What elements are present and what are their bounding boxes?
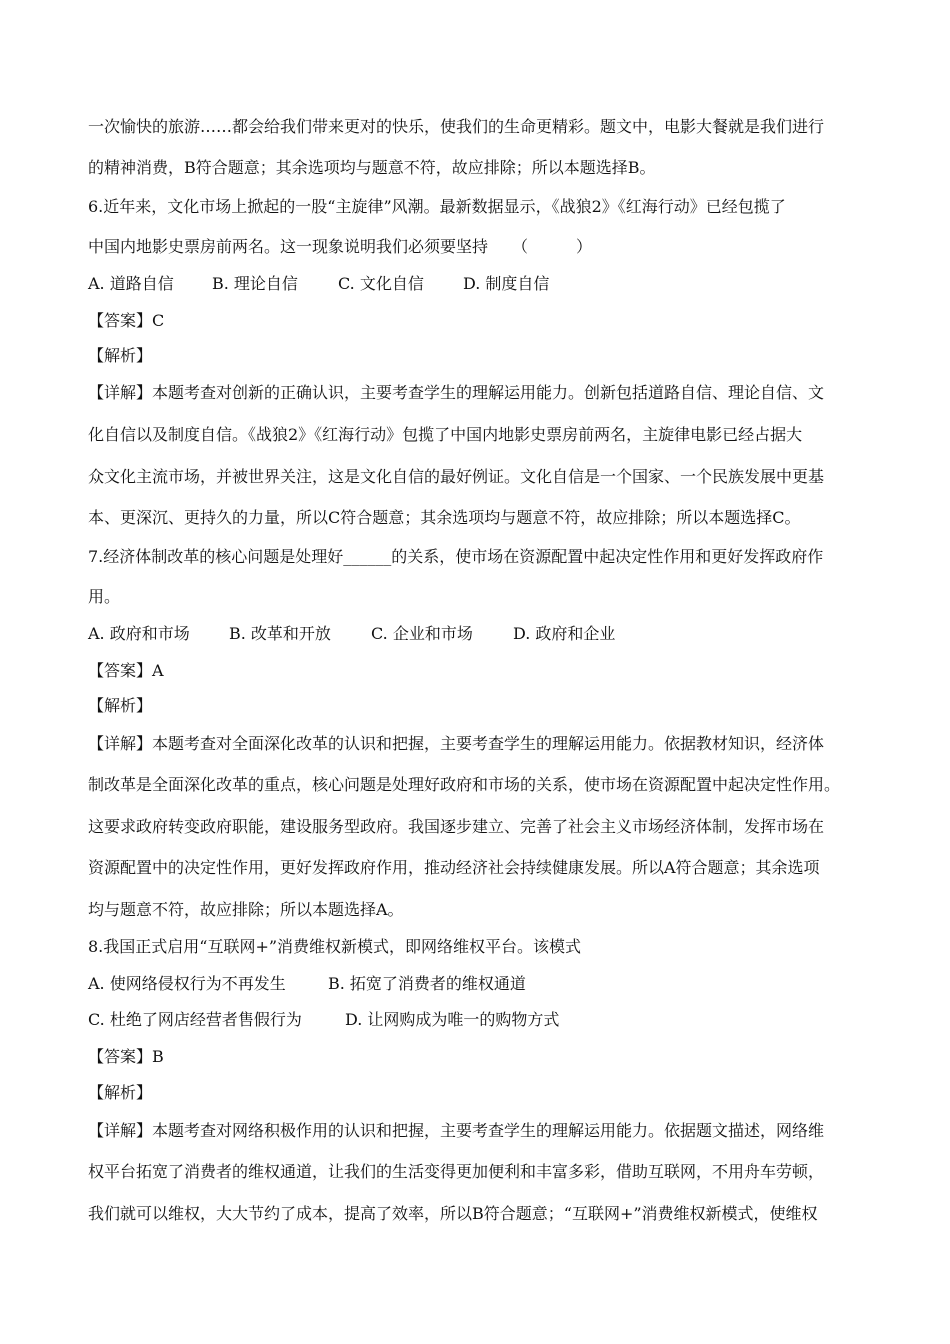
- question-7-stem-cont: 用。: [88, 587, 121, 606]
- explanation-line: 众文化主流市场，并被世界关注，这是文化自信的最好例证。文化自信是一个国家、一个民族发展中更基: [88, 467, 825, 486]
- option-b: B. 理论自信: [212, 274, 298, 293]
- option-c: C. 文化自信: [338, 274, 424, 293]
- question-7-stem: 7.经济体制改革的核心问题是处理好______的关系，使市场在资源配置中起决定性作用和更好发挥政府作: [88, 547, 824, 566]
- paragraph-line: 一次愉快的旅游……都会给我们带来更对的快乐，使我们的生命更精彩。题文中，电影大餐就是我们进行: [88, 117, 825, 136]
- explanation-line: 【详解】本题考查对全面深化改革的认识和把握，主要考查学生的理解运用能力。依据教材知识，经济体: [88, 734, 825, 753]
- option-a: A. 使网络侵权行为不再发生: [88, 974, 286, 993]
- explanation-line: 化自信以及制度自信。《战狼2》《红海行动》包揽了中国内地影史票房前两名，主旋律电影已经占据大: [88, 425, 803, 444]
- explanation-line: 【详解】本题考查对网络积极作用的认识和把握，主要考查学生的理解运用能力。依据题文描述，网络维: [88, 1121, 825, 1140]
- explanation-line: 权平台拓宽了消费者的维权通道，让我们的生活变得更加便利和丰富多彩，借助互联网，不用舟车劳顿，: [88, 1162, 825, 1181]
- analysis-label: 【解析】: [88, 1083, 153, 1102]
- explanation-line: 我们就可以维权，大大节约了成本，提高了效率，所以B符合题意；“互联网+”消费维权新模式，使维权: [88, 1204, 818, 1223]
- analysis-label: 【解析】: [88, 696, 153, 715]
- option-d: D. 制度自信: [463, 274, 550, 293]
- option-b: B. 改革和开放: [229, 624, 331, 643]
- answer-label: 【答案】C: [88, 311, 165, 330]
- question-6-stem: 6.近年来，文化市场上掀起的一股“主旋律”风潮。最新数据显示，《战狼2》《红海行动》已经包揽了: [88, 197, 786, 216]
- option-c: C. 杜绝了网店经营者售假行为: [88, 1010, 302, 1029]
- explanation-line: 资源配置中的决定性作用，更好发挥政府作用，推动经济社会持续健康发展。所以A符合题意；其余选项: [88, 858, 820, 877]
- answer-label: 【答案】A: [88, 661, 164, 680]
- paragraph-line: 的精神消费，B符合题意；其余选项均与题意不符，故应排除；所以本题选择B。: [88, 158, 656, 177]
- option-a: A. 政府和市场: [88, 624, 190, 643]
- explanation-line: 【详解】本题考查对创新的正确认识，主要考查学生的理解运用能力。创新包括道路自信、理论自信、文: [88, 383, 825, 402]
- explanation-line: 本、更深沉、更持久的力量，所以C符合题意；其余选项均与题意不符，故应排除；所以本题选择C。: [88, 508, 801, 527]
- analysis-label: 【解析】: [88, 346, 153, 365]
- option-d: D. 政府和企业: [513, 624, 616, 643]
- option-c: C. 企业和市场: [371, 624, 473, 643]
- answer-label: 【答案】B: [88, 1047, 164, 1066]
- option-d: D. 让网购成为唯一的购物方式: [345, 1010, 560, 1029]
- question-8-stem: 8.我国正式启用“互联网+”消费维权新模式，即网络维权平台。该模式: [88, 937, 582, 956]
- option-b: B. 拓宽了消费者的维权通道: [328, 974, 526, 993]
- explanation-line: 这要求政府转变政府职能，建设服务型政府。我国逐步建立、完善了社会主义市场经济体制，发挥市场在: [88, 817, 825, 836]
- explanation-line: 制改革是全面深化改革的重点，核心问题是处理好政府和市场的关系，使市场在资源配置中起决定性作用。: [88, 775, 841, 794]
- option-a: A. 道路自信: [88, 274, 174, 293]
- question-6-stem-cont: 中国内地影史票房前两名。这一现象说明我们必须要坚持 （ ）: [88, 237, 593, 256]
- explanation-line: 均与题意不符，故应排除；所以本题选择A。: [88, 900, 404, 919]
